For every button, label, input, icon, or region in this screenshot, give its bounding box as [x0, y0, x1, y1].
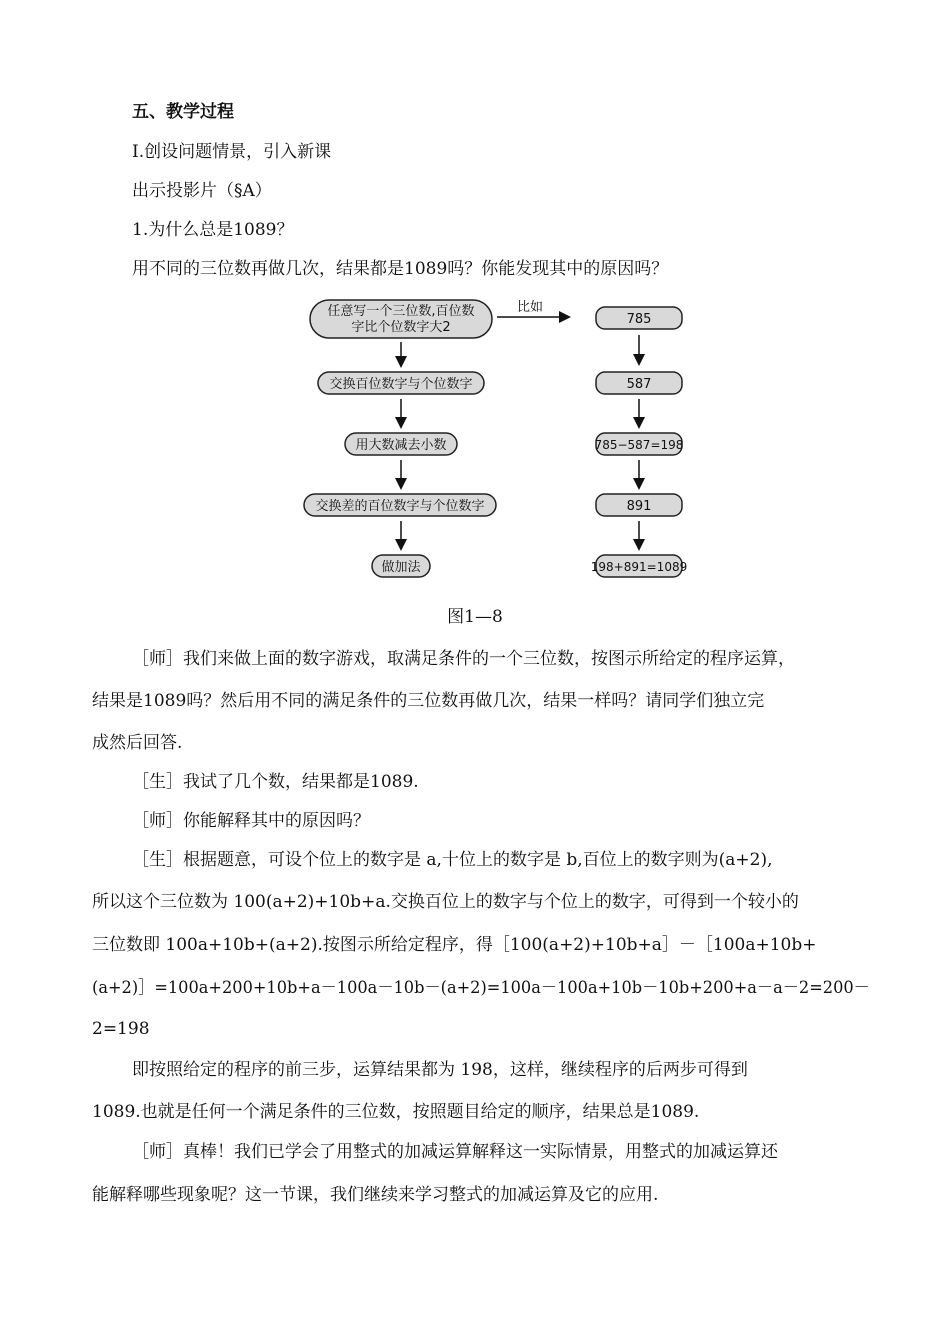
paragraph-line: 成然后回答.	[92, 733, 183, 753]
paragraph-line: 结果是1089吗？然后用不同的满足条件的三位数再做几次，结果一样吗？请同学们独立完	[92, 691, 765, 711]
paragraph-line: 1089.也就是任何一个满足条件的三位数，按照题目给定的顺序，结果总是1089.	[92, 1102, 700, 1122]
example-4-text: 891	[626, 499, 652, 514]
step-5-text: 做加法	[381, 560, 421, 575]
step-4-text: 交换差的百位数字与个位数字	[315, 499, 485, 514]
paragraph-line: ［师］我们来做上面的数字游戏，取满足条件的一个三位数，按图示所给定的程序运算，	[132, 649, 795, 669]
step-1-text-a: 任意写一个三位数,百位数	[327, 304, 475, 319]
paragraph-line: 三位数即 100a+10b+(a+2).按图示所给定程序，得［100(a+2)+10b+a］－［100a+10b+	[92, 935, 817, 955]
flowchart-diagram	[0, 295, 950, 595]
figure-caption: 图1—8	[447, 607, 503, 627]
paragraph-line: 能解释哪些现象呢？这一节课，我们继续来学习整式的加减运算及它的应用.	[92, 1185, 659, 1205]
step-1-text-b: 字比个位数字大2	[351, 320, 451, 335]
paragraph-line: (a+2)］=100a+200+10b+a－100a－10b－(a+2)=100a－100a+10b－10b+200+a－a－2=200－	[92, 978, 870, 998]
example-2-text: 587	[626, 377, 652, 392]
subsection-heading: Ⅰ.创设问题情景，引入新课	[132, 142, 332, 162]
example-label: 比如	[516, 300, 544, 315]
paragraph-line: ［师］你能解释其中的原因吗？	[132, 811, 370, 831]
paragraph-line: ［师］真棒！我们已学会了用整式的加减运算解释这一实际情景，用整式的加减运算还	[132, 1142, 778, 1162]
paragraph-line: 即按照给定的程序的前三步，运算结果都为 198，这样，继续程序的后两步可得到	[132, 1060, 748, 1080]
paragraph-line: 所以这个三位数为 100(a+2)+10b+a.交换百位上的数字与个位上的数字，可得到一个较小的	[92, 892, 799, 912]
slide-line: 出示投影片（§A）	[132, 181, 272, 201]
example-5-text: 198+891=1089	[590, 560, 688, 574]
section-title: 五、教学过程	[132, 102, 234, 122]
intro-line: 用不同的三位数再做几次，结果都是1089吗？你能发现其中的原因吗？	[132, 259, 669, 279]
paragraph-line: 2=198	[92, 1019, 150, 1039]
paragraph-line: ［生］根据题意，可设个位上的数字是 a,十位上的数字是 b,百位上的数字则为(a+2),	[132, 850, 773, 870]
step-3-text: 用大数减去小数	[355, 438, 447, 453]
paragraph-line: ［生］我试了几个数，结果都是1089.	[132, 772, 419, 792]
step-2-text: 交换百位数字与个位数字	[329, 377, 473, 392]
example-1-text: 785	[626, 312, 652, 327]
question-line: 1.为什么总是1089？	[132, 220, 294, 240]
example-3-text: 785−587=198	[594, 438, 684, 452]
